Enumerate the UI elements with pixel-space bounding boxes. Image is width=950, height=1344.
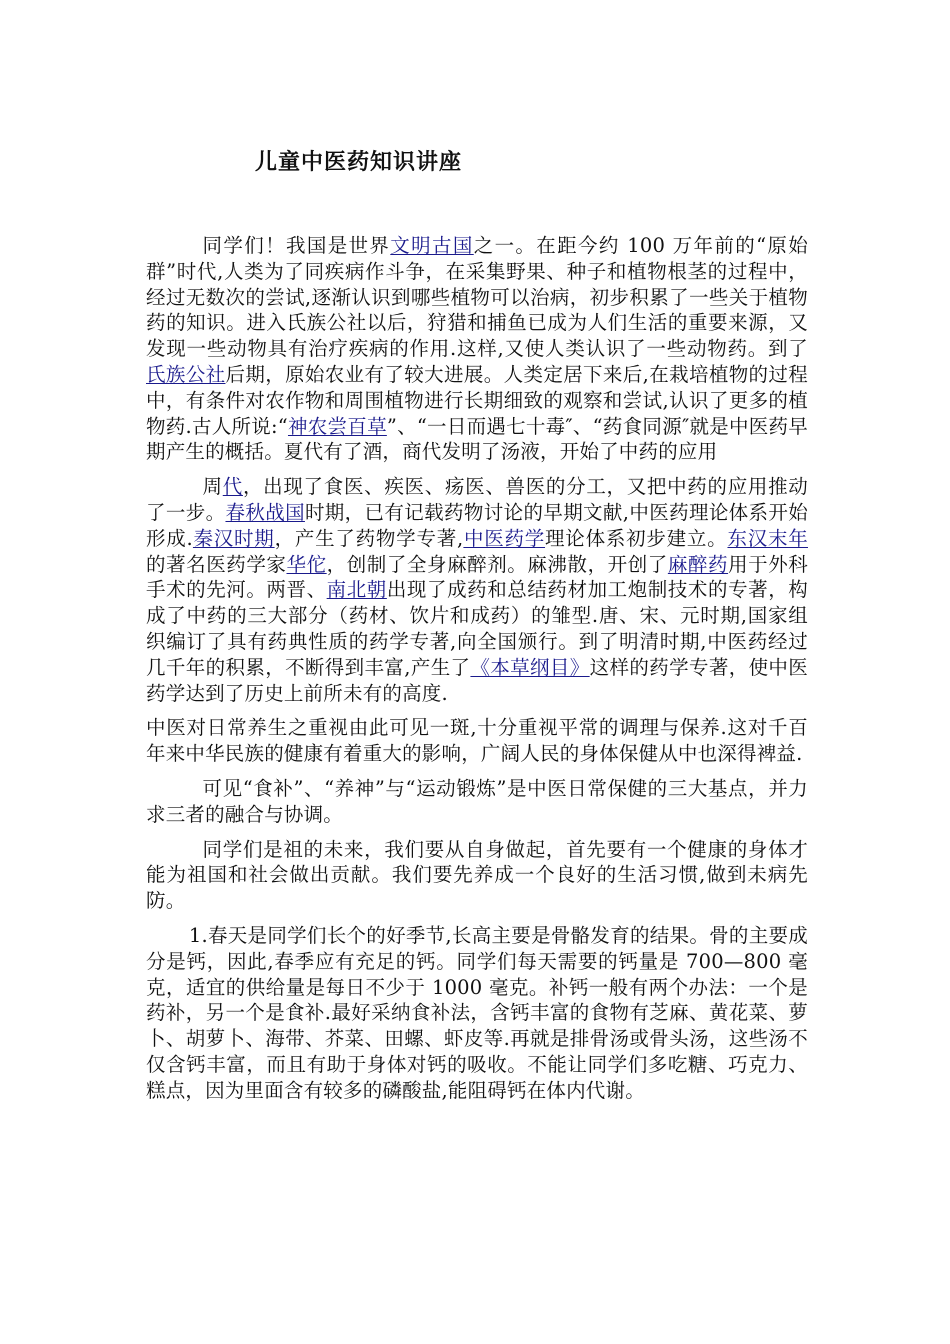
link-bencao-gangmu[interactable]: 《本草纲目》 [470, 655, 590, 679]
text-run: 时期，已有记载药物讨论的早期文献,中医药理论体系开始形成. [146, 500, 808, 550]
text-run: 之一。在距今约 100 万年前的“原始群”时代,人类为了同疾病作斗争，在采集野果、种子和植物根茎的过程中，经过无数次的尝试,逐渐认识到哪些植物可以治病，初步积累了一些关于植物药的知识。进入氏族公社以后，狩猎和捕鱼已成为人们生活的重要来源，又发现一些动物具有治疗疾病的作用.这样,又使人类认识了一些动物药。到了 [146, 234, 808, 361]
text-run: 的著名医药学家 [146, 552, 287, 576]
text-run: ”、“一日而遇七十毒″、“药食同源″就是中医药早期产生的概括。夏代有了酒，商代发明了汤液，开始了中药的应用 [146, 414, 808, 464]
link-chunqiu-zhanguo[interactable]: 春秋战国 [225, 500, 305, 524]
link-huatuo[interactable]: 华佗 [286, 552, 327, 576]
paragraph-three-basics: 可见“食补”、“养神”与“运动锻炼”是中医日常保健的三大基点，并力求三者的融合与协调。 [146, 776, 808, 826]
link-nanbeichao[interactable]: 南北朝 [326, 578, 387, 602]
document-body [146, 233, 808, 1104]
text-run: ，创制了全身麻醉剂。麻沸散，开创了 [326, 552, 668, 576]
link-qinhan[interactable]: 秦汉时期 [192, 526, 275, 550]
text-run: 周 [202, 475, 223, 499]
link-wenming-guguo[interactable]: 文明古国 [390, 234, 474, 257]
text-run: ，出现了食医、疾医、疡医、兽医的分工，又把中药的应用推动了一步。 [146, 475, 808, 524]
link-shennong[interactable]: 神农尝百草 [287, 414, 387, 438]
document-title: 儿童中医药知识讲座 [255, 149, 463, 175]
link-dai[interactable]: 代 [222, 475, 243, 499]
text-run: 出现了成药和总结药材加工炮制技术的专著，构成了中药的三大部分（药材、饮片和成药）的雏型.唐、宋、元时期,国家组织编订了具有药典性质的药学专著,向全国颁行。到了明清时期,中医药经过几千年的积累，不断得到丰富,产生了 [146, 578, 808, 679]
text-run: ，产生了药物学专著, [274, 526, 464, 550]
link-shizu-gongshe[interactable]: 氏族公社 [146, 362, 226, 386]
paragraph-history [146, 474, 808, 706]
text-run: 后期，原始农业有了较大进展。人类定居下来后,在栽培植物的过程中，有条件对农作物和周围植物进行长期细致的观察和尝试,认识了更多的植物药.古人所说:“ [146, 362, 808, 438]
paragraph-origins [146, 233, 808, 465]
text-run: 同学们！我国是世界 [202, 234, 391, 257]
text-run: 理论体系初步建立。 [545, 526, 728, 550]
paragraph-spring-calcium: 1.春天是同学们长个的好季节,长高主要是骨骼发育的结果。骨的主要成分是钙，因此,春季应有充足的钙。同学们每天需要的钙量是 700—800 毫克，适宜的供给量是每日不少于 1000 毫克。补钙一般有两个办法：一个是药补，另一个是食补.最好采纳食补法，含钙丰富的食物有芝麻、黄花菜、萝卜、胡萝卜、海带、芥菜、田螺、虾皮等.再就是排骨汤或骨头汤，这些汤不仅含钙丰富，而且有助于身体对钙的吸收。不能让同学们多吃糖、巧克力、糕点，因为里面含有较多的磷酸盐,能阻碍钙在体内代谢。 [146, 923, 808, 1102]
link-mazuiyao[interactable]: 麻醉药 [667, 552, 729, 576]
paragraph-health-care: 中医对日常养生之重视由此可见一斑,十分重视平常的调理与保养.这对千百年来中华民族的健康有着重大的影响，广阔人民的身体保健从中也深得裨益. [146, 716, 808, 766]
text-run: 这样的药学专著，使中医药学达到了历史上前所未有的高度. [146, 655, 809, 705]
link-donghan-monian[interactable]: 东汉末年 [727, 526, 808, 550]
link-zhongyiyaoxue[interactable]: 中医药学 [463, 526, 546, 550]
text-run: 用于外科手术的先河。两晋、 [146, 552, 808, 602]
paragraph-prevention: 同学们是祖的未来，我们要从自身做起，首先要有一个健康的身体才能为祖国和社会做出贡献。我们要先养成一个良好的生活习惯,做到未病先防。 [146, 837, 808, 913]
